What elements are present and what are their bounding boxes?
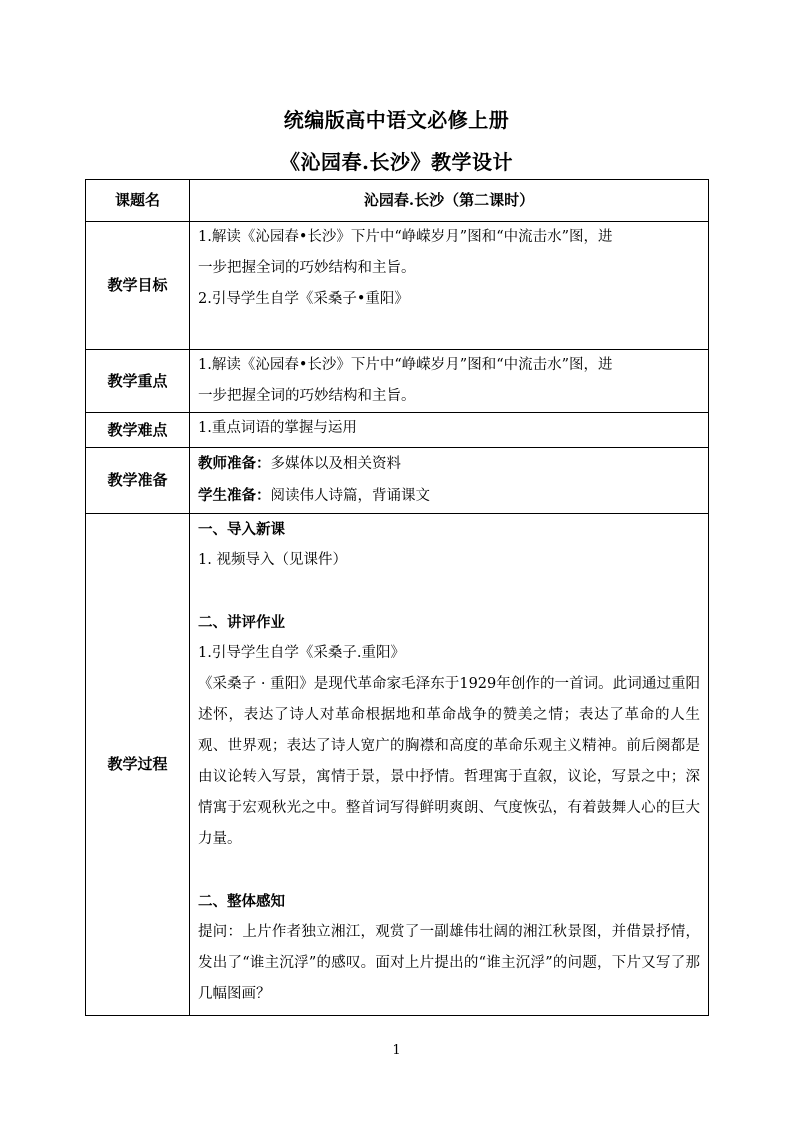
document-title: 统编版高中语文必修上册 bbox=[283, 108, 510, 132]
process-cell bbox=[190, 514, 709, 1016]
section-3-heading: 二、整体感知 bbox=[198, 893, 285, 910]
section-2-heading: 二、讲评作业 bbox=[198, 614, 285, 631]
section-2-paragraph: 《采桑子 · 重阳》是现代革命家毛泽东于1929年创作的一首词。此词通过重阳述怀，表达了诗人对革命根据地和革命战争的赞美之情；表达了革命的人生观、世界观；表达了诗人宽广的胸襟和高度的革命乐观主义精神。前后阕都是由议论转入写景，寓情于景，景中抒情。哲理寓于直叙，议论，写景之中；深情寓于宏观秋光之中。整首词写得鲜明爽朗、气度恢弘，有着鼓舞人心的巨大力量。 bbox=[198, 676, 700, 847]
document-subtitle: 《沁园春.长沙》教学设计 bbox=[280, 150, 513, 174]
focus-label: 教学重点 bbox=[86, 350, 190, 413]
prep-label: 教学准备 bbox=[86, 448, 190, 514]
lesson-plan-table bbox=[85, 179, 709, 1016]
goals-label: 教学目标 bbox=[86, 222, 190, 350]
spacer bbox=[198, 855, 700, 886]
table-row-focus bbox=[86, 350, 709, 413]
section-2-item: 1.引导学生自学《采桑子.重阳》 bbox=[198, 645, 405, 661]
table-row-process bbox=[86, 514, 709, 1016]
section-1-heading: 一、导入新课 bbox=[198, 521, 285, 538]
topic-label: 课题名 bbox=[86, 180, 190, 222]
prep-student-key: 学生准备： bbox=[198, 487, 271, 504]
section-1-item: 1. 视频导入（见课件） bbox=[198, 552, 347, 568]
table-row-topic bbox=[86, 180, 709, 222]
prep-teacher bbox=[198, 448, 700, 480]
process-label: 教学过程 bbox=[86, 514, 190, 1016]
goals-line-2: 一步把握全词的巧妙结构和主旨。 bbox=[198, 260, 416, 276]
focus-cell bbox=[190, 350, 709, 413]
goals-line-1: 1.解读《沁园春•长沙》下片中“峥嵘岁月”图和“中流击水”图，进 bbox=[198, 229, 613, 245]
focus-line-2: 一步把握全词的巧妙结构和主旨。 bbox=[198, 388, 416, 404]
prep-student-value: 阅读伟人诗篇，背诵课文 bbox=[270, 488, 430, 504]
goals-line-3: 2.引导学生自学《采桑子•重阳》 bbox=[198, 291, 409, 307]
prep-cell bbox=[190, 448, 709, 514]
section-3-paragraph: 提问：上片作者独立湘江，观赏了一副雄伟壮阔的湘江秋景图，并借景抒情，发出了“谁主沉浮”的感叹。面对上片提出的“谁主沉浮”的问题，下片又写了那几幅图画？ bbox=[198, 924, 700, 1002]
prep-student bbox=[198, 480, 700, 512]
table-row-prep bbox=[86, 448, 709, 514]
difficulty-label: 教学难点 bbox=[86, 413, 190, 448]
spacer bbox=[198, 576, 700, 607]
table-row-difficulty bbox=[86, 413, 709, 448]
difficulty-cell bbox=[190, 413, 709, 448]
prep-teacher-value: 多媒体以及相关资料 bbox=[270, 456, 401, 472]
prep-teacher-key: 教师准备： bbox=[198, 455, 271, 472]
goals-cell bbox=[190, 222, 709, 350]
page-number: 1 bbox=[392, 1043, 401, 1058]
table-row-goals bbox=[86, 222, 709, 350]
topic-value: 沁园春.长沙（第二课时） bbox=[190, 180, 709, 222]
difficulty-text: 1.重点词语的掌握与运用 bbox=[198, 420, 357, 436]
focus-line-1: 1.解读《沁园春•长沙》下片中“峥嵘岁月”图和“中流击水”图，进 bbox=[198, 357, 613, 373]
